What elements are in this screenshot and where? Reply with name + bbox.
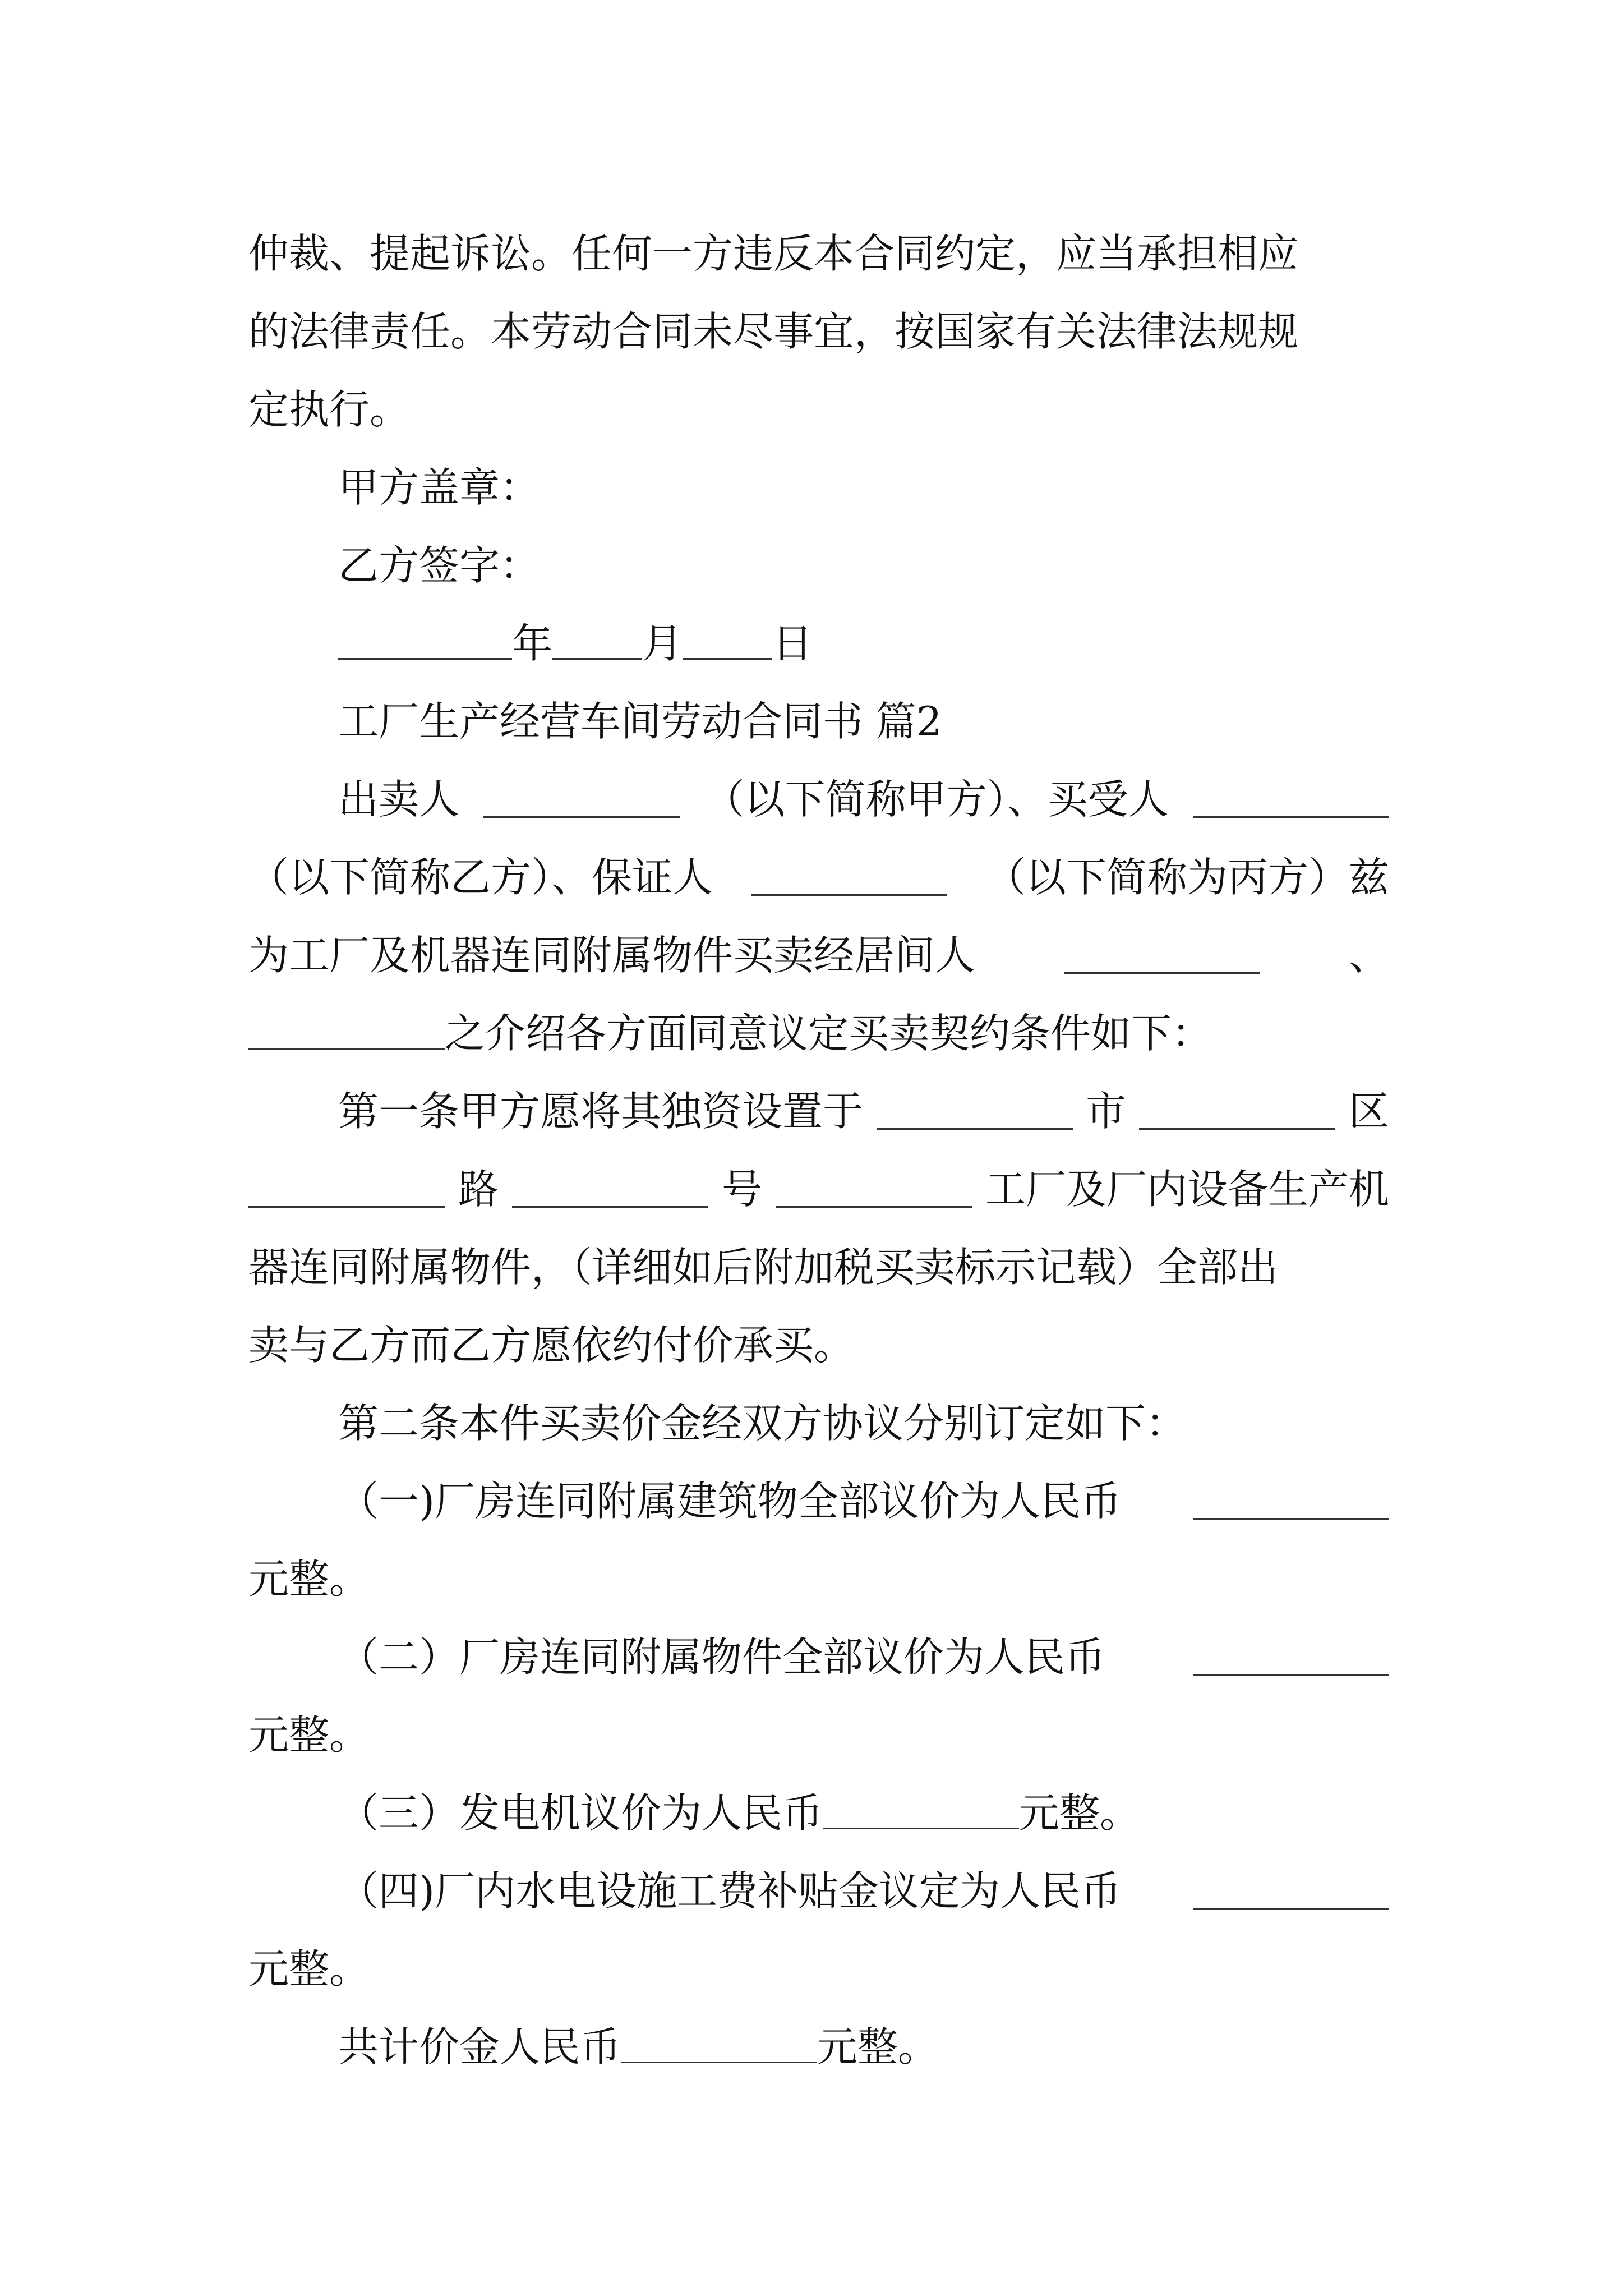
item3-yuan: 元整。 bbox=[1019, 1789, 1141, 1837]
text-line: 仲裁、提起诉讼。任何一方违反本合同约定，应当承担相应 bbox=[248, 230, 1299, 277]
blank-broker-1 bbox=[1064, 937, 1260, 974]
blank-guarantor bbox=[751, 859, 947, 896]
blank-item1 bbox=[1193, 1483, 1389, 1520]
text-line: 卖与乙方而乙方愿依约付价承买。 bbox=[248, 1322, 855, 1369]
item4-text: （四)厂内水电设施工费补贴金议定为人民币 bbox=[338, 1867, 1122, 1915]
blank-year bbox=[338, 623, 512, 660]
text-line: 定执行。 bbox=[248, 386, 411, 433]
total-text: 共计价金人民币 bbox=[338, 2023, 621, 2070]
item1-yuan: 元整。 bbox=[248, 1556, 370, 1603]
item4-yuan: 元整。 bbox=[248, 1945, 370, 1993]
guarantor-note: （以下简称为丙方）兹 bbox=[985, 854, 1389, 901]
item2-text: （二）厂房连同附属物件全部议价为人民币 bbox=[338, 1634, 1106, 1681]
parties-line-4 bbox=[248, 995, 1389, 1073]
article1-line-2 bbox=[248, 1151, 1389, 1228]
article2-item3 bbox=[248, 1774, 1389, 1852]
road-label: 路 bbox=[458, 1166, 499, 1213]
item3-text: （三）发电机议价为人民币 bbox=[338, 1789, 823, 1837]
blank-road bbox=[512, 1171, 708, 1208]
broker-sep: 、 bbox=[1348, 932, 1389, 979]
day-label: 日 bbox=[772, 620, 813, 667]
blank-buyer bbox=[1193, 781, 1389, 818]
total-line bbox=[248, 2008, 1389, 2086]
blank-road-prefix bbox=[248, 1171, 445, 1208]
parties-line-2 bbox=[248, 839, 1389, 917]
broker-text: 为工厂及机器连同附属物件买卖经居间人 bbox=[248, 932, 976, 979]
article2-item4 bbox=[248, 1852, 1389, 1930]
blank-number bbox=[776, 1171, 972, 1208]
text-line: 的法律责任。本劳动合同未尽事宜，按国家有关法律法规规 bbox=[248, 308, 1299, 355]
blank-item3 bbox=[823, 1793, 1019, 1829]
seller-note: （以下简称甲方）、买受人 bbox=[704, 776, 1169, 823]
article2-item1 bbox=[248, 1462, 1389, 1540]
parties-line-1 bbox=[248, 761, 1389, 839]
blank-city bbox=[877, 1093, 1073, 1130]
party-a-seal: 甲方盖章： bbox=[338, 464, 541, 511]
total-yuan: 元整。 bbox=[817, 2023, 939, 2070]
text-line: 器连同附属物件，（详细如后附加税买卖标示记载）全部出 bbox=[248, 1244, 1279, 1291]
article1-start: 第一条甲方愿将其独资设置于 bbox=[338, 1088, 864, 1135]
article2-title: 第二条本件买卖价金经双方协议分别订定如下： bbox=[338, 1400, 1187, 1447]
document-body bbox=[248, 215, 1389, 2086]
parties-line-3 bbox=[248, 917, 1389, 995]
seller-label: 出卖人 bbox=[338, 776, 460, 823]
article2-item2 bbox=[248, 1618, 1389, 1696]
city-label: 市 bbox=[1085, 1088, 1126, 1135]
party-b-signature: 乙方签字： bbox=[338, 542, 541, 589]
intro-text: 之介绍各方面同意议定买卖契约条件如下： bbox=[445, 1010, 1212, 1057]
blank-seller bbox=[483, 781, 680, 818]
article1-line2-end: 工厂及厂内设备生产机 bbox=[985, 1166, 1389, 1213]
item2-yuan: 元整。 bbox=[248, 1711, 370, 1759]
blank-item4 bbox=[1193, 1873, 1389, 1910]
blank-day bbox=[683, 623, 772, 660]
date-line bbox=[248, 605, 1389, 683]
blank-district bbox=[1139, 1093, 1335, 1130]
blank-total bbox=[621, 2027, 817, 2063]
blank-broker-2 bbox=[248, 1013, 445, 1050]
district-label: 区 bbox=[1348, 1088, 1389, 1135]
item1-text: （一)厂房连同附属建筑物全部议价为人民币 bbox=[338, 1478, 1122, 1525]
month-label: 月 bbox=[642, 620, 683, 667]
year-label: 年 bbox=[512, 620, 553, 667]
buyer-note: （以下简称乙方）、保证人 bbox=[248, 854, 713, 901]
number-label: 号 bbox=[721, 1166, 762, 1213]
section-title: 工厂生产经营车间劳动合同书 篇2 bbox=[338, 698, 942, 745]
article1-line-1 bbox=[248, 1073, 1389, 1151]
blank-month bbox=[552, 623, 642, 660]
blank-item2 bbox=[1193, 1639, 1389, 1676]
